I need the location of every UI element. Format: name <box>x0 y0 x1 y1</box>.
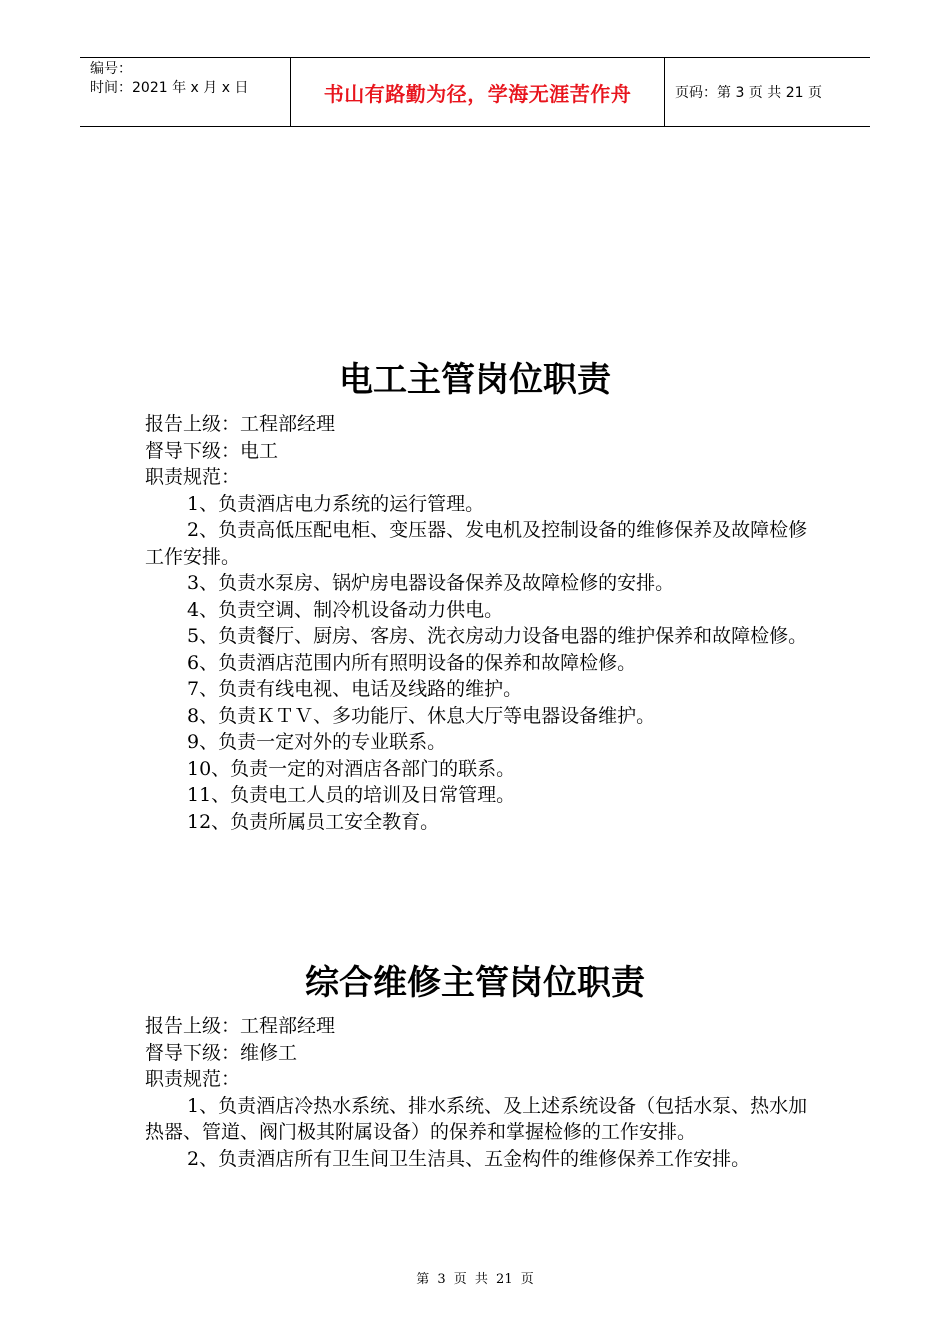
page-header <box>80 57 870 127</box>
header-motto: 书山有路勤为径，学海无涯苦作舟 <box>323 81 632 106</box>
document-number: 编号： <box>90 61 132 77</box>
duty-item: 10、负责一定的对酒店各部门的联系。 <box>187 757 516 780</box>
section2-title: 综合维修主管岗位职责 <box>305 963 645 1003</box>
duty-item: 11、负责电工人员的培训及日常管理。 <box>187 784 516 806</box>
duty-item: 9、负责一定对外的专业联系。 <box>187 731 447 753</box>
header-motto-cell <box>291 58 665 126</box>
section1-title: 电工主管岗位职责 <box>339 360 611 400</box>
duty-item: 2、负责高低压配电柜、变压器、发电机及控制设备的维修保养及故障检修工作安排。 <box>145 519 808 568</box>
section1-body <box>145 411 815 835</box>
duty-item: 2、负责酒店所有卫生间卫生洁具、五金构件的维修保养工作安排。 <box>187 1147 751 1170</box>
report-to: 报告上级：工程部经理 <box>145 1015 336 1037</box>
duty-item: 5、负责餐厅、厨房、客房、洗衣房动力设备电器的维护保养和故障检修。 <box>187 625 808 647</box>
duty-item: 4、负责空调、制冷机设备动力供电。 <box>187 598 504 621</box>
page-footer: 第 3 页 共 21 页 <box>416 1272 534 1287</box>
duty-item: 7、负责有线电视、电话及线路的维护。 <box>187 678 523 700</box>
header-page-info: 页码：第 3 页 共 21 页 <box>675 85 822 101</box>
duty-item: 1、负责酒店冷热水系统、排水系统、及上述系统设备（包括水泵、热水加热器、管道、阀门极其附属设备）的保养和掌握检修的工作安排。 <box>145 1094 808 1143</box>
supervise: 督导下级：维修工 <box>145 1041 298 1064</box>
duty-item: 3、负责水泵房、锅炉房电器设备保养及故障检修的安排。 <box>187 572 675 594</box>
section2-body <box>145 1013 815 1172</box>
duties-label: 职责规范： <box>145 466 241 488</box>
report-to: 报告上级：工程部经理 <box>145 413 336 435</box>
document-time: 时间：2021 年 x 月 x 日 <box>90 80 249 96</box>
supervise: 督导下级：电工 <box>145 439 279 462</box>
duty-item: 12、负责所属员工安全教育。 <box>187 810 440 833</box>
duty-item: 1、负责酒店电力系统的运行管理。 <box>187 492 485 515</box>
duties-label: 职责规范： <box>145 1068 241 1090</box>
duty-item: 6、负责酒店范围内所有照明设备的保养和故障检修。 <box>187 651 637 674</box>
header-meta <box>80 58 291 126</box>
duty-item: 8、负责ＫＴＶ、多功能厅、休息大厅等电器设备维护。 <box>187 704 656 727</box>
